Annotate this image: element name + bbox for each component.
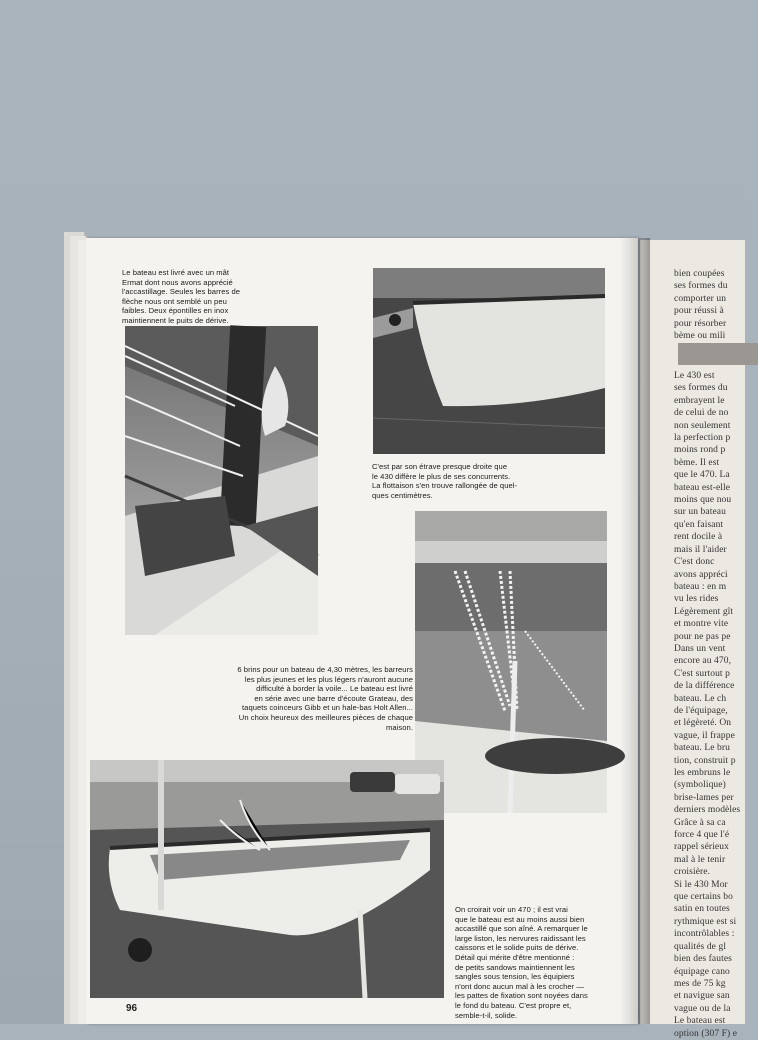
boat-bow-on-trailer-photo <box>373 268 605 454</box>
facing-page-line: derniers modèles <box>674 805 741 816</box>
facing-page-line: rent docile à <box>674 532 723 543</box>
caption-line: de petits sandows maintiennent les <box>455 962 575 972</box>
facing-page-line: de la différence <box>674 681 735 692</box>
facing-page-line: C'est donc <box>674 557 715 568</box>
facing-page-line: Légèrement gît <box>674 606 734 617</box>
page-number: 96 <box>126 1003 138 1014</box>
caption-line: que le bateau est au moins aussi bien <box>455 914 585 924</box>
facing-page-line: de l'équipage, <box>674 705 728 716</box>
facing-page-line: pour ne pas pe <box>674 631 731 642</box>
facing-page-line: qu'en faisant <box>674 519 724 530</box>
caption-line: La flottaison s'en trouve rallongée de quel- <box>372 481 518 491</box>
caption-line: 6 brins pour un bateau de 4,30 mètres, les barreurs <box>237 665 413 674</box>
facing-page-line: vague, il frappe <box>674 730 735 741</box>
facing-page-line: et navigue san <box>674 991 730 1002</box>
facing-page-line: bateau. Le bru <box>674 743 730 754</box>
caption-line: Ermat dont nous avons apprécié <box>122 277 233 287</box>
facing-page-heading-bar <box>678 343 758 365</box>
caption-line: sangles sous tension, les équipiers <box>455 972 575 982</box>
facing-page-line: bateau : en m <box>674 581 727 592</box>
caption-line: le fond du bateau. C'est propre et, <box>455 1000 572 1010</box>
facing-page-line: ses formes du <box>674 383 728 394</box>
caption-line: Le bateau est livré avec un mât <box>122 268 230 277</box>
dinghy-on-trailer-photo <box>90 760 444 998</box>
facing-page-line: sur un bateau <box>674 507 726 518</box>
facing-page-line: comporter un <box>674 293 727 304</box>
caption-line: l'accastillage. Seules les barres de <box>122 287 241 297</box>
facing-page-line: bateau. Le ch <box>674 693 727 704</box>
caption-line: Un choix heureux des meilleures pièces de chaque <box>238 712 413 722</box>
facing-page-line: avons appréci <box>674 569 728 580</box>
facing-page-line: encore au 470, <box>674 656 732 667</box>
caption-line: difficulté à border la voile... Le bateau est livré <box>256 684 413 694</box>
facing-page-line: qualités de gl <box>674 941 727 952</box>
facing-page-line: pour réussi à <box>674 306 724 317</box>
facing-page-line: vague ou de la <box>674 1003 731 1014</box>
facing-page-line: moins que nou <box>674 495 732 506</box>
caption-line: ques centimètres. <box>372 490 433 500</box>
facing-page-line: mal à le tenir <box>674 854 726 865</box>
facing-page-line: brise-lames per <box>674 792 734 803</box>
caption-line: en série avec une barre d'écoute Grateau, des <box>254 693 413 703</box>
facing-page-line: ses formes du <box>674 281 728 292</box>
caption-line: les plus jeunes et les plus légers n'auront aucune <box>244 674 413 684</box>
facing-page-line: non seulement <box>674 420 731 431</box>
caption-line: maison. <box>386 722 413 732</box>
caption-hull <box>455 905 615 1020</box>
facing-page-line: Dans un vent <box>674 643 726 654</box>
facing-page-line: et légèreté. On <box>674 718 732 729</box>
caption-line: n'ont donc aucun mal à les crocher — <box>455 981 585 991</box>
facing-page-line: Si le 430 Mor <box>674 879 728 890</box>
facing-page-line: bien coupées <box>674 269 725 279</box>
facing-page-line: que certains bo <box>674 892 734 903</box>
facing-page-line: mes de 75 kg <box>674 978 726 989</box>
facing-page-line: bateau est-elle <box>674 482 731 493</box>
facing-page-line: Le bateau est <box>674 1016 726 1027</box>
facing-page-body-text <box>674 370 754 1040</box>
facing-page <box>640 240 745 1039</box>
facing-page-line: option (307 F) e <box>674 1028 738 1039</box>
facing-page-line: rythmique est si <box>674 916 737 927</box>
caption-mast <box>122 268 272 326</box>
caption-line: taquets coinceurs Gibb et un hale-bas Holt Allen... <box>242 703 413 713</box>
facing-page-line: les embruns le <box>674 768 731 778</box>
facing-page-line: (symbolique) <box>674 780 726 791</box>
facing-page-line: bien des fautes <box>674 954 732 965</box>
facing-page-line: que le 470. La <box>674 470 730 481</box>
caption-line: les pattes de fixation sont noyées dans <box>455 991 588 1001</box>
caption-line: semble-t-il, solide. <box>455 1010 518 1020</box>
mast-and-rigging-photo <box>125 326 318 635</box>
facing-page-line: bème. Il est <box>674 457 720 468</box>
facing-page-line: vu les rides <box>674 594 719 605</box>
caption-line: caissons et le solide puits de dérive. <box>455 943 579 953</box>
caption-line: accastillé que son aîné. A remarquer le <box>455 924 588 934</box>
facing-page-line: embrayent le <box>674 395 725 406</box>
caption-line: large liston, les nervures raidissant les <box>455 933 586 943</box>
facing-page-line: bème ou mili <box>674 331 726 342</box>
facing-page-line: la perfection p <box>674 433 731 444</box>
facing-page-line: force 4 que l'é <box>674 830 730 841</box>
facing-page-line: Grâce à sa ca <box>674 817 726 828</box>
page-gutter-shadow <box>620 238 650 1024</box>
facing-page-line: tion, construit p <box>674 755 736 766</box>
caption-line: flèche nous ont semblé un peu <box>122 296 227 306</box>
facing-page-top-text <box>674 268 754 342</box>
facing-page-line: Le 430 est <box>674 371 715 381</box>
caption-line: On croirait voir un 470 ; il est vrai <box>455 905 568 914</box>
facing-page-line: de celui de no <box>674 408 729 419</box>
facing-page-line: satin en toutes <box>674 904 730 915</box>
caption-line: le 430 diffère le plus de ses concurrents. <box>372 471 511 481</box>
facing-page-line: pour résorber <box>674 318 727 329</box>
caption-line: maintiennent le puits de dérive. <box>122 315 229 325</box>
caption-line: Détail qui mérite d'être mentionné : <box>455 952 575 962</box>
facing-page-line: incontrôlables : <box>674 929 735 940</box>
facing-page-line: croisière. <box>674 867 711 878</box>
facing-page-line: et montre vite <box>674 619 729 630</box>
caption-line: C'est par son étrave presque droite que <box>372 462 508 471</box>
facing-page-line: mais il l'aider <box>674 544 727 555</box>
facing-page-line: équipage cano <box>674 966 730 977</box>
caption-bow <box>372 462 547 500</box>
facing-page-line: rappel sérieux <box>674 842 729 853</box>
facing-page-line: C'est surtout p <box>674 668 730 679</box>
facing-page-line: moins rond p <box>674 445 726 456</box>
caption-mainsheet <box>201 665 413 732</box>
caption-line: faibles. Deux épontilles en inox <box>122 306 229 316</box>
